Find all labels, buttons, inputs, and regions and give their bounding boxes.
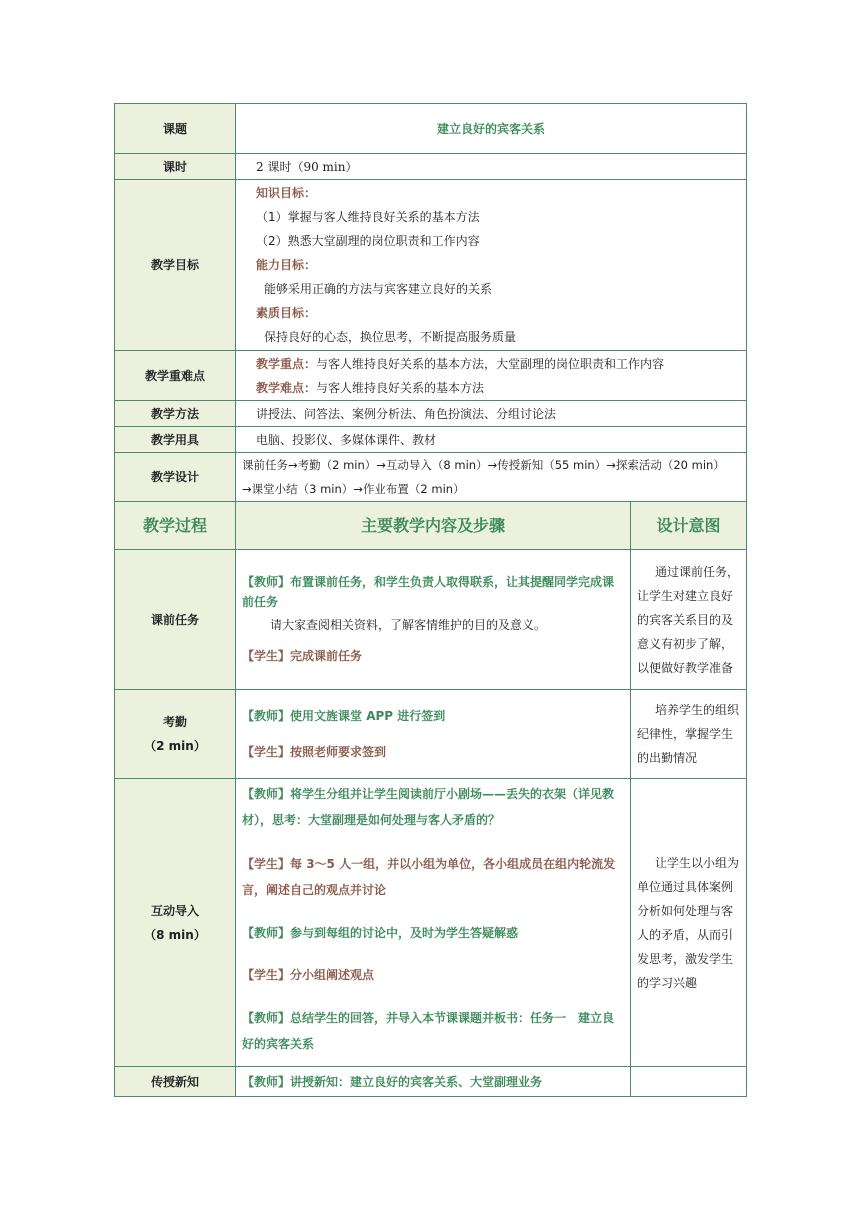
difficult-point-heading: 教学难点： — [256, 380, 317, 395]
stage-label — [115, 779, 236, 1067]
teacher-text: 将学生分组并让学生阅读前厅小剧场——丢失的衣架（详见教材），思考：大堂副理是如何处理与客人矛盾的？ — [242, 787, 615, 827]
methods-value: 讲授法、问答法、案例分析法、角色扮演法、分组讨论法 — [236, 401, 747, 427]
stage-time: （2 min） — [144, 739, 206, 753]
knowledge-item: （1）掌握与客人维持良好关系的基本方法 — [256, 210, 480, 224]
student-text: 完成课前任务 — [290, 648, 363, 663]
design-intent — [631, 1067, 747, 1097]
teacher-tag: 【教师】 — [242, 926, 291, 940]
design-intent: 让学生以小组为单位通过具体案例分析如何处理与客人的矛盾，从而引发思考，激发学生的学习兴趣 — [631, 779, 747, 1067]
hours-value: 2 课时（90 min） — [236, 154, 747, 180]
student-tag: 【学生】 — [242, 745, 291, 759]
stage-label: 传授新知 — [115, 1067, 236, 1097]
design-row — [115, 453, 747, 502]
design-flow-line: 课前任务→考勤（2 min）→互动导入（8 min）→传授新知（55 min）→探索活动（20 min） — [242, 458, 725, 472]
design-intent: 通过课前任务，让学生对建立良好的宾客关系目的及意义有初步了解，以便做好教学准备 — [631, 550, 747, 690]
stage-time: （8 min） — [144, 927, 206, 942]
stage-label: 课前任务 — [115, 550, 236, 690]
teacher-tag: 【教师】 — [242, 1011, 291, 1025]
stage-content — [236, 1067, 631, 1097]
teacher-text: 总结学生的回答，并导入本节课课题并板书：任务一 建立良好的宾客关系 — [242, 1011, 615, 1051]
teacher-text: 使用文旌课堂 APP 进行签到 — [290, 709, 446, 723]
stage-content — [236, 779, 631, 1067]
teacher-text: 讲授新知：建立良好的宾客关系、大堂副理业务 — [290, 1074, 543, 1089]
hours-label: 课时 — [115, 154, 236, 180]
design-intent: 培养学生的组织纪律性，掌握学生的出勤情况 — [631, 690, 747, 779]
intent-col-header: 设计意图 — [631, 502, 747, 550]
key-points-label: 教学重难点 — [115, 351, 236, 401]
objectives-label: 教学目标 — [115, 180, 236, 351]
student-text: 分小组阐述观点 — [290, 968, 375, 982]
design-flow-line: →课堂小结（3 min）→作业布置（2 min） — [242, 482, 465, 496]
student-tag: 【学生】 — [242, 857, 291, 871]
teacher-text: 参与到每组的讨论中，及时为学生答疑解惑 — [290, 926, 519, 940]
stage-content — [236, 550, 631, 690]
methods-label: 教学方法 — [115, 401, 236, 427]
stage-row-teach — [115, 1067, 747, 1097]
ability-heading: 能力目标： — [256, 258, 317, 272]
stage-row-pre-task — [115, 550, 747, 690]
key-point-heading: 教学重点： — [256, 356, 317, 371]
stage-content — [236, 690, 631, 779]
hours-row — [115, 154, 747, 180]
quality-heading: 素质目标： — [256, 306, 317, 320]
teacher-text: 布置课前任务，和学生负责人取得联系，让其提醒同学完成课前任务 — [242, 574, 615, 609]
stage-row-attendance — [115, 690, 747, 779]
teacher-tag: 【教师】 — [242, 1074, 291, 1089]
lesson-plan-table — [114, 103, 747, 1097]
quality-item: 保持良好的心态，换位思考，不断提高服务质量 — [264, 330, 517, 344]
process-col-header: 教学过程 — [115, 502, 236, 550]
stage-label — [115, 690, 236, 779]
student-tag: 【学生】 — [242, 648, 291, 663]
methods-row — [115, 401, 747, 427]
tools-label: 教学用具 — [115, 427, 236, 453]
student-text: 每 3～5 人一组，并以小组为单位，各小组成员在组内轮流发言，阐述自己的观点并讨论 — [242, 857, 616, 897]
objectives-row — [115, 180, 747, 351]
teacher-tag: 【教师】 — [242, 787, 291, 801]
student-tag: 【学生】 — [242, 968, 291, 982]
knowledge-item: （2）熟悉大堂副理的岗位职责和工作内容 — [256, 234, 480, 248]
key-point-text: 与客人维持良好关系的基本方法，大堂副理的岗位职责和工作内容 — [316, 356, 665, 371]
stage-name: 考勤 — [162, 715, 187, 729]
topic-row — [115, 104, 747, 154]
difficult-point-text: 与客人维持良好关系的基本方法 — [316, 380, 485, 395]
ability-item: 能够采用正确的方法与宾客建立良好的关系 — [264, 282, 493, 296]
stage-name: 互动导入 — [150, 903, 199, 918]
topic-label: 课题 — [115, 104, 236, 154]
instruction-text: 请大家查阅相关资料，了解客情维护的目的及意义。 — [270, 617, 547, 632]
teacher-tag: 【教师】 — [242, 709, 291, 723]
stage-row-intro — [115, 779, 747, 1067]
objectives-content — [236, 180, 747, 351]
key-points-content — [236, 351, 747, 401]
process-header-row — [115, 502, 747, 550]
content-col-header: 主要教学内容及步骤 — [236, 502, 631, 550]
design-label: 教学设计 — [115, 453, 236, 502]
design-flow — [236, 453, 747, 502]
topic-title: 建立良好的宾客关系 — [236, 104, 747, 154]
teacher-tag: 【教师】 — [242, 574, 291, 589]
student-text: 按照老师要求签到 — [290, 745, 387, 759]
tools-value: 电脑、投影仪、多媒体课件、教材 — [236, 427, 747, 453]
knowledge-heading: 知识目标： — [256, 186, 317, 200]
key-points-row — [115, 351, 747, 401]
tools-row — [115, 427, 747, 453]
